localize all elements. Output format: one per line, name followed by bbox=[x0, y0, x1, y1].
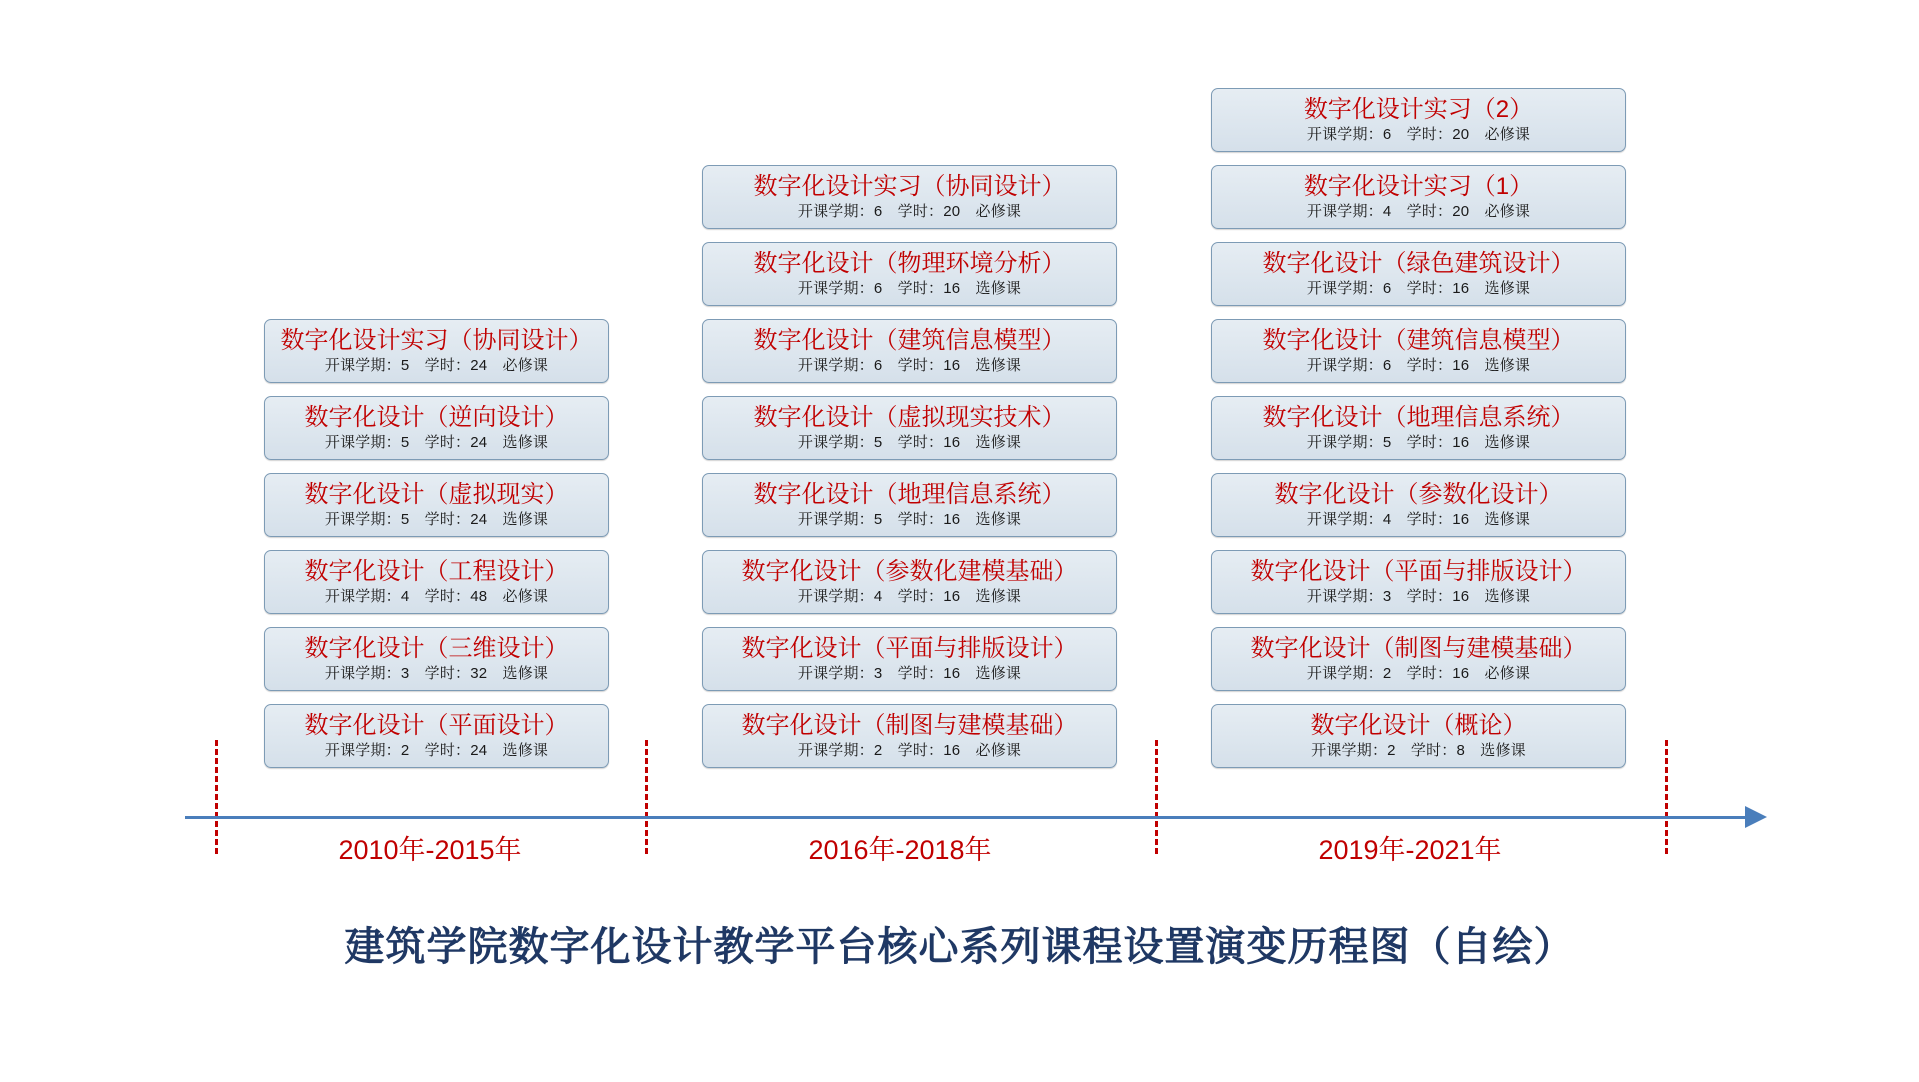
course-title: 数字化设计（物理环境分析） bbox=[753, 250, 1066, 277]
course-title: 数字化设计（工程设计） bbox=[304, 558, 569, 585]
course-meta: 开课学期：2 学时：16 必修课 bbox=[1306, 665, 1531, 682]
course-title: 数字化设计实习（1） bbox=[1303, 173, 1534, 200]
course-meta: 开课学期：4 学时：20 必修课 bbox=[1306, 203, 1531, 220]
course-title: 数字化设计（地理信息系统） bbox=[753, 481, 1066, 508]
course-title: 数字化设计（三维设计） bbox=[304, 635, 569, 662]
course-card[interactable] bbox=[1211, 473, 1626, 537]
course-card[interactable] bbox=[702, 242, 1117, 306]
course-title: 数字化设计（制图与建模基础） bbox=[741, 712, 1078, 739]
course-title: 数字化设计（平面设计） bbox=[304, 712, 569, 739]
course-title: 数字化设计（建筑信息模型） bbox=[753, 327, 1066, 354]
course-card[interactable] bbox=[264, 473, 609, 537]
figure-caption: 建筑学院数字化设计教学平台核心系列课程设置演变历程图（自绘） bbox=[344, 924, 1575, 969]
course-card[interactable] bbox=[1211, 165, 1626, 229]
course-card[interactable] bbox=[264, 627, 609, 691]
course-card[interactable] bbox=[1211, 242, 1626, 306]
era-label: 2019年-2021年 bbox=[1318, 835, 1502, 865]
course-title: 数字化设计（参数化设计） bbox=[1274, 481, 1563, 508]
course-meta: 开课学期：6 学时：16 选修课 bbox=[797, 357, 1022, 374]
course-card[interactable] bbox=[264, 396, 609, 460]
timeline-axis bbox=[185, 816, 1747, 819]
course-card[interactable] bbox=[1211, 704, 1626, 768]
course-title: 数字化设计（参数化建模基础） bbox=[741, 558, 1078, 585]
course-title: 数字化设计实习（协同设计） bbox=[753, 173, 1066, 200]
course-card[interactable] bbox=[702, 704, 1117, 768]
course-title: 数字化设计（逆向设计） bbox=[304, 404, 569, 431]
course-meta: 开课学期：5 学时：24 必修课 bbox=[324, 357, 549, 374]
course-meta: 开课学期：5 学时：16 选修课 bbox=[797, 434, 1022, 451]
course-meta: 开课学期：3 学时：32 选修课 bbox=[324, 665, 549, 682]
course-meta: 开课学期：4 学时：48 必修课 bbox=[324, 588, 549, 605]
course-meta: 开课学期：4 学时：16 选修课 bbox=[1306, 511, 1531, 528]
course-meta: 开课学期：6 学时：20 必修课 bbox=[797, 203, 1022, 220]
course-meta: 开课学期：2 学时：24 选修课 bbox=[324, 742, 549, 759]
course-title: 数字化设计（平面与排版设计） bbox=[1250, 558, 1587, 585]
course-card[interactable] bbox=[702, 627, 1117, 691]
course-title: 数字化设计（虚拟现实） bbox=[304, 481, 569, 508]
course-title: 数字化设计（概论） bbox=[1310, 712, 1527, 739]
course-meta: 开课学期：6 学时：16 选修课 bbox=[1306, 357, 1531, 374]
course-card[interactable] bbox=[264, 550, 609, 614]
course-title: 数字化设计（虚拟现实技术） bbox=[753, 404, 1066, 431]
course-title: 数字化设计（制图与建模基础） bbox=[1250, 635, 1587, 662]
course-card[interactable] bbox=[1211, 627, 1626, 691]
course-title: 数字化设计实习（2） bbox=[1303, 96, 1534, 123]
course-card[interactable] bbox=[702, 550, 1117, 614]
course-meta: 开课学期：6 学时：20 必修课 bbox=[1306, 126, 1531, 143]
course-card[interactable] bbox=[264, 319, 609, 383]
course-card[interactable] bbox=[702, 319, 1117, 383]
course-title: 数字化设计实习（协同设计） bbox=[280, 327, 593, 354]
course-meta: 开课学期：2 学时：16 必修课 bbox=[797, 742, 1022, 759]
course-meta: 开课学期：3 学时：16 选修课 bbox=[1306, 588, 1531, 605]
course-meta: 开课学期：3 学时：16 选修课 bbox=[797, 665, 1022, 682]
course-meta: 开课学期：6 学时：16 选修课 bbox=[1306, 280, 1531, 297]
course-meta: 开课学期：5 学时：24 选修课 bbox=[324, 434, 549, 451]
course-card[interactable] bbox=[1211, 550, 1626, 614]
course-meta: 开课学期：5 学时：16 选修课 bbox=[797, 511, 1022, 528]
timeline-arrow-icon bbox=[1745, 806, 1767, 828]
course-card[interactable] bbox=[702, 165, 1117, 229]
course-card[interactable] bbox=[264, 704, 609, 768]
course-card[interactable] bbox=[1211, 319, 1626, 383]
course-meta: 开课学期：6 学时：16 选修课 bbox=[797, 280, 1022, 297]
course-meta: 开课学期：2 学时：8 选修课 bbox=[1311, 742, 1526, 759]
course-card[interactable] bbox=[702, 473, 1117, 537]
era-label: 2016年-2018年 bbox=[808, 835, 992, 865]
course-meta: 开课学期：4 学时：16 选修课 bbox=[797, 588, 1022, 605]
course-card[interactable] bbox=[1211, 88, 1626, 152]
course-title: 数字化设计（平面与排版设计） bbox=[741, 635, 1078, 662]
course-title: 数字化设计（绿色建筑设计） bbox=[1262, 250, 1575, 277]
era-label: 2010年-2015年 bbox=[338, 835, 522, 865]
course-card[interactable] bbox=[1211, 396, 1626, 460]
course-title: 数字化设计（地理信息系统） bbox=[1262, 404, 1575, 431]
course-meta: 开课学期：5 学时：16 选修课 bbox=[1306, 434, 1531, 451]
course-card[interactable] bbox=[702, 396, 1117, 460]
timeline-tick-3 bbox=[1665, 740, 1668, 854]
course-title: 数字化设计（建筑信息模型） bbox=[1262, 327, 1575, 354]
course-meta: 开课学期：5 学时：24 选修课 bbox=[324, 511, 549, 528]
